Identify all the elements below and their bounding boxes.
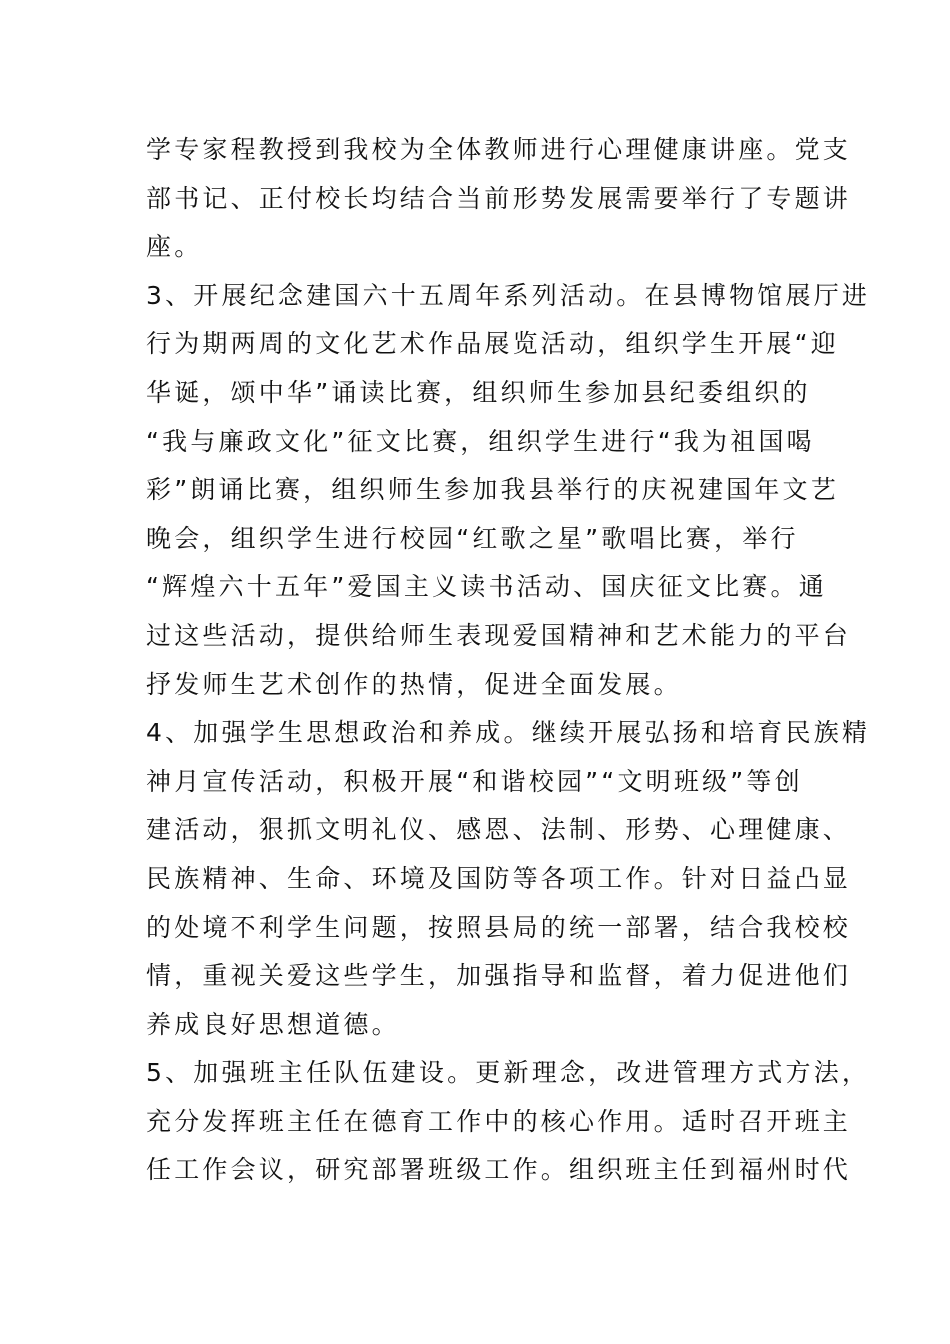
text-line: 4、加强学生思想政治和养成。继续开展弘扬和培育民族精 — [146, 718, 871, 748]
text-line: 民族精神、生命、环境及国防等各项工作。针对日益凸显 — [146, 863, 852, 893]
text-line: 充分发挥班主任在德育工作中的核心作用。适时召开班主 — [146, 1106, 852, 1136]
text-line: 的处境不利学生问题，按照县局的统一部署，结合我校校 — [146, 912, 852, 942]
text-line: 部书记、正付校长均结合当前形势发展需要举行了专题讲 — [146, 183, 852, 213]
text-line: 彩”朗诵比赛，组织师生参加我县举行的庆祝建国年文艺 — [146, 475, 839, 505]
text-line: 建活动，狠抓文明礼仪、感恩、法制、形势、心理健康、 — [146, 815, 852, 845]
text-line: 3、开展纪念建国六十五周年系列活动。在县博物馆展厅进 — [146, 280, 871, 310]
body-text — [146, 126, 871, 1195]
text-line: 抒发师生艺术创作的热情，促进全面发展。 — [146, 669, 682, 699]
text-line: “我与廉政文化”征文比赛，组织学生进行“我为祖国喝 — [146, 426, 815, 456]
text-line: 过这些活动，提供给师生表现爱国精神和艺术能力的平台 — [146, 620, 852, 650]
text-line: “辉煌六十五年”爱国主义读书活动、国庆征文比赛。通 — [146, 572, 827, 602]
text-line: 晚会，组织学生进行校园“红歌之星”歌唱比赛，举行 — [146, 523, 799, 553]
text-line: 座。 — [146, 232, 203, 262]
text-line: 行为期两周的文化艺术作品展览活动，组织学生开展“迎 — [146, 329, 839, 359]
text-line: 华诞，颂中华”诵读比赛，组织师生参加县纪委组织的 — [146, 377, 811, 407]
text-line: 任工作会议，研究部署班级工作。组织班主任到福州时代 — [146, 1155, 852, 1185]
text-line: 学专家程教授到我校为全体教师进行心理健康讲座。党支 — [146, 135, 852, 164]
text-line: 养成良好思想道德。 — [146, 1009, 400, 1039]
text-line: 神月宣传活动，积极开展“和谐校园”“文明班级”等创 — [146, 766, 803, 796]
text-line: 情，重视关爱这些学生，加强指导和监督，着力促进他们 — [146, 961, 852, 991]
text-line: 5、加强班主任队伍建设。更新理念，改进管理方式方法， — [146, 1058, 871, 1088]
